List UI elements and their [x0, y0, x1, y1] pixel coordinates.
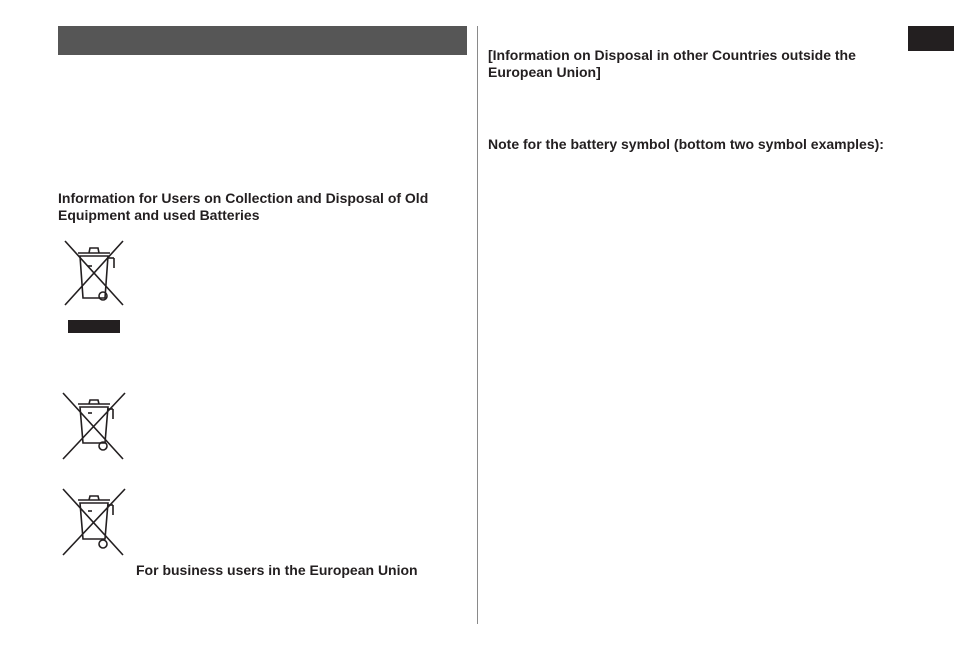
column-divider	[477, 26, 478, 624]
collection-disposal-heading: Information for Users on Collection and Disposal of Old Equipment and used Batteries	[58, 190, 429, 223]
outside-eu-heading: [Information on Disposal in other Countries outside the European Union]	[488, 47, 856, 80]
business-users-heading: For business users in the European Union	[136, 562, 418, 578]
black-band-marker	[68, 320, 120, 333]
language-tab	[908, 26, 954, 51]
crossed-out-wheelie-bin-icon	[61, 391, 127, 461]
crossed-out-wheelie-bin-icon	[61, 487, 127, 557]
battery-symbol-note-heading: Note for the battery symbol (bottom two symbol examples):	[488, 136, 884, 152]
crossed-out-wheelie-bin-icon	[61, 238, 127, 308]
section-header-bar	[58, 26, 467, 55]
